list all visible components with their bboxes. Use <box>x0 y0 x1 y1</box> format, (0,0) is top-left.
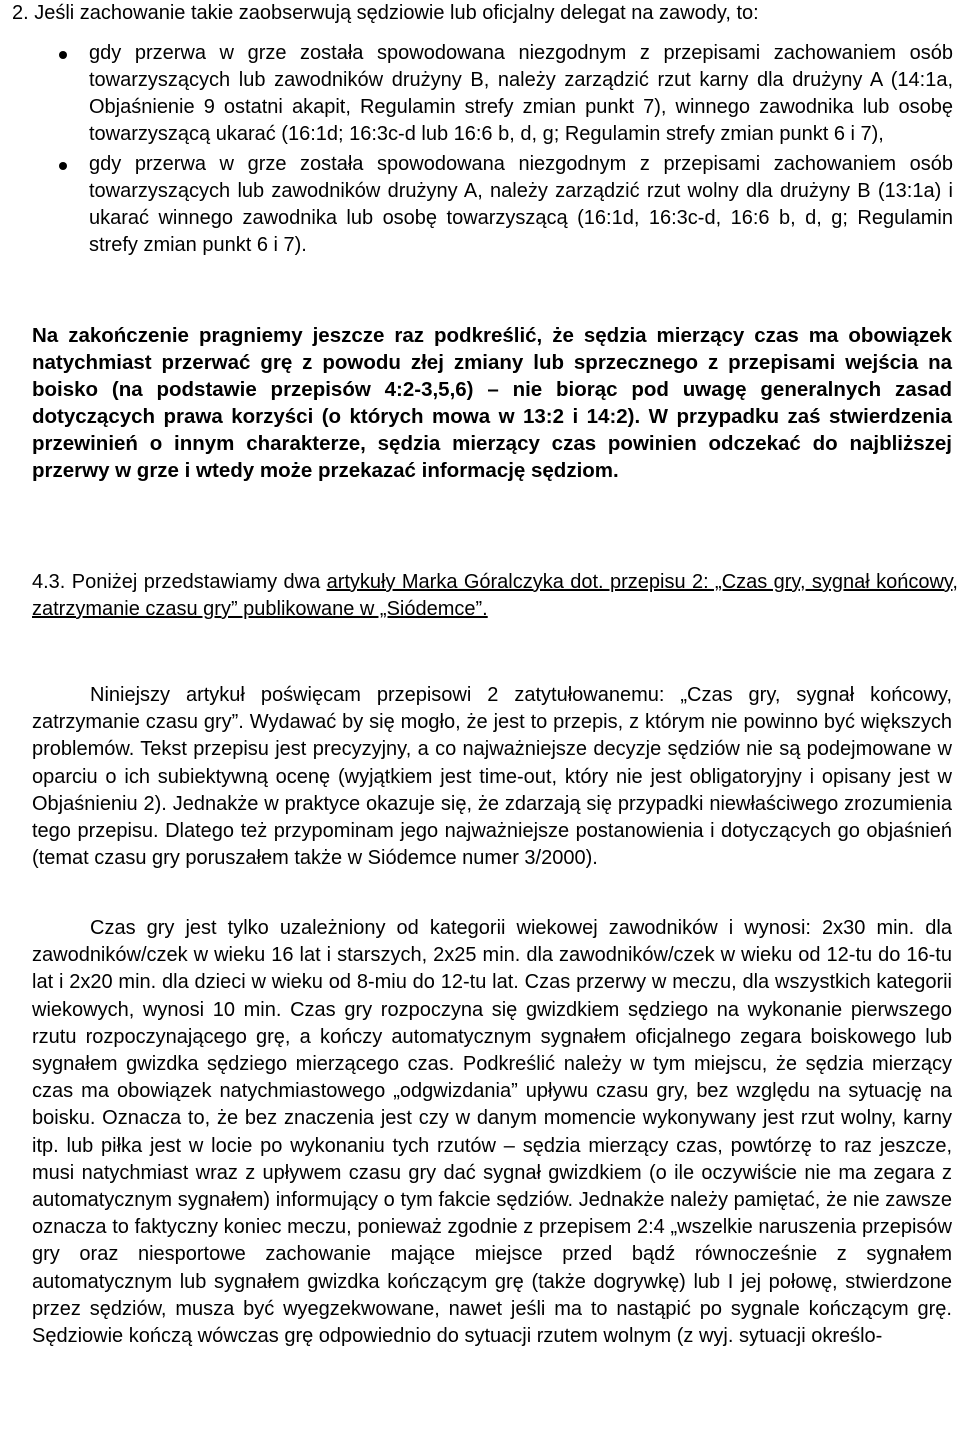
bullet-text: gdy przerwa w grze została spowodowana niezgodnym z przepisami zachowaniem osób towarzyszących lub zawodników drużyny B, należy zarządzić rzut karny dla drużyny A (14:1a, Objaśnienie 9 ostatni akapit, Regulamin strefy zmian punkt 7), winnego zawodnika lub osobę towarzyszącą ukarać (16:1d; 16:3c-d lub 16:6 b, d, g; Regulamin strefy zmian punkt 6 i 7), <box>89 42 953 145</box>
bullet-item <box>0 40 953 148</box>
bullet-list <box>0 40 960 259</box>
bullet-icon <box>59 162 67 170</box>
article-paragraph <box>32 682 952 872</box>
point-2-heading: 2. Jeśli zachowanie takie zaobserwują sędziowie lub oficjalny delegat na zawody, to: <box>12 2 759 24</box>
bullet-text: gdy przerwa w grze została spowodowana niezgodnym z przepisami zachowaniem osób towarzyszących lub zawodników drużyny A, należy zarządzić rzut wolny dla drużyny B (13:1a) i ukarać winnego zawodnika lub osobę towarzyszącą (16:1d, 16:3c-d, 16:6 b, d, g; Regulamin strefy zmian punkt 6 i 7). <box>89 153 953 256</box>
bullet-icon <box>59 51 67 59</box>
article-paragraph <box>32 915 952 1350</box>
bold-summary-paragraph: Na zakończenie pragniemy jeszcze raz podkreślić, że sędzia mierzący czas ma obowiązek natychmiast przerwać grę z powodu złej zmiany lub sprzecznego z przepisami wejścia na boisko (na podstawie przepisów 4:2-3,5,6) – nie biorąc pod uwagę generalnych zasad dotyczących prawa korzyści (o których mowa w 13:2 i 14:2). W przypadku zaś stwierdzenia przewinień o innym charakterze, sędzia mierzący czas powinien odczekać do najbliższej przerwy w grze i wtedy może przekazać informację sędziom. <box>32 324 952 482</box>
paragraph-text: Niniejszy artykuł poświęcam przepisowi 2 zatytułowanemu: „Czas gry, sygnał końcowy, zatrzymanie czasu gry”. Wydawać by się mogło, że jest to przepis, z którym nie powinno być większych problemów. Tekst przepisu jest precyzyjny, a co najważniejsze decyzje sędziów nie są podejmowane w oparciu o ich subiektywną ocenę (wyjątkiem jest time-out, który nie jest obligatoryjny i opisany jest w Objaśnieniu 2). Jednakże w praktyce okazuje się, że zdarzają się przypadki niewłaściwego zrozumienia tego przepisu. Dlatego też przypominam jego najważniejsze postanowienia i dotyczących go objaśnień (temat czasu gry poruszałem także w Siódemce numer 3/2000). <box>32 684 952 870</box>
section-intro-text: Poniżej przedstawiamy dwa <box>71 571 327 593</box>
bullet-item <box>0 151 953 259</box>
article-reference-link[interactable]: artykuły Marka Góralczyka dot. przepisu 2: „Czas gry, sygnał końcowy, zatrzymanie czasu gry” publikowane w „Siódemce”. <box>32 571 958 620</box>
section-number: 4.3. <box>32 571 66 593</box>
paragraph-text: Czas gry jest tylko uzależniony od kategorii wiekowej zawodników i wynosi: 2x30 min. dla zawodników/czek w wieku 16 lat i starszych, 2x25 min. dla zawodników/czek w wieku od 12-tu do 16-tu lat i 2x20 min. dla dzieci w wieku od 8-miu do 12-tu lat. Czas przerwy w meczu, dla wszystkich kategorii wiekowych, wynosi 10 min. Czas gry rozpoczyna się gwizdkiem sędziego na wykonanie pierwszego rzutu rozpoczynającego grę, a kończy automatycznym sygnałem oficjalnego zegara boiskowego lub sygnałem gwizdka sędziego mierzącego czas. Podkreślić należy w tym miejscu, że sędzia mierzący czas ma obowiązek natychmiastowego „odgwizdania” upływu czasu gry, bez względu na sytuację na boisku. Oznacza to, że bez znaczenia jest czy w danym momencie wykonywany jest rzut wolny, karny itp. lub piłka jest w locie po wykonaniu tych rzutów – sędzia mierzący czas, powtórzę to raz jeszcze, musi natychmiast wraz z upływem czasu gry dać sygnał gwizdkiem (o ile oczywiście nie ma zegara z automatycznym sygnałem) informujący o tym fakcie sędziów. Jednakże należy pamiętać, że nie zawsze oznacza to faktyczny koniec meczu, ponieważ zgodnie z przepisem 2:4 „wszelkie naruszenia przepisów gry oraz niesportowe zachowanie mające miejsce przed bądź równocześnie z sygnałem automatycznym lub sygnałem gwizdka kończącym grę (także dogrywkę) lub I jej połowę, stwierdzone przez sędziów, musza być wyegzekwowane, nawet jeśli ma to nastąpić po sygnale kończącym grę. Sędziowie kończą wówczas grę odpowiednio do sytuacji rzutem wolnym (z wyj. sytuacji określo- <box>32 917 952 1348</box>
section-4-3 <box>32 569 958 623</box>
